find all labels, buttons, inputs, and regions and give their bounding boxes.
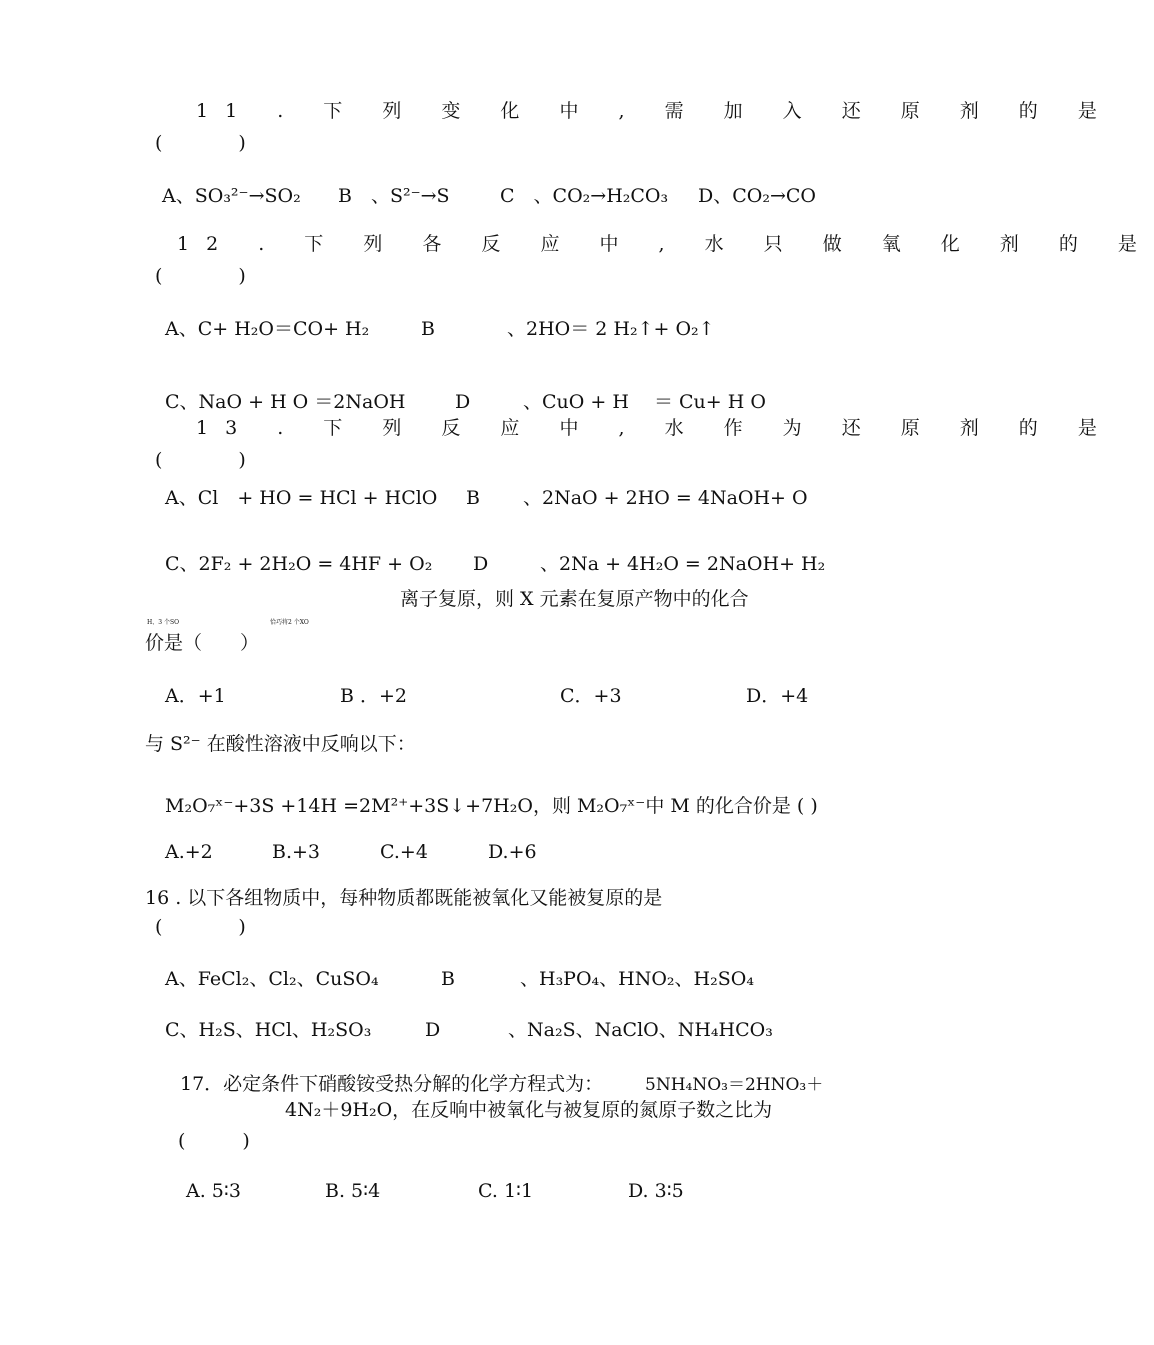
q14-small-print-mid: 恰巧将2 个XO xyxy=(270,619,309,626)
q16-option-b: 、H₃PO₄、HNO₂、H₂SO₄ xyxy=(520,968,754,990)
q17-stem: 17．必定条件下硝酸铵受热分解的化学方程式为： xyxy=(180,1073,604,1095)
q14-option-a: A．+1 xyxy=(165,685,226,707)
q12-option-c: C、NaO + H O ＝2NaOH xyxy=(165,391,406,413)
q12-option-b: 、2HO＝ 2 H₂↑+ O₂↑ xyxy=(507,318,715,340)
q13-option-d-label: D xyxy=(473,553,489,575)
q17-answer-paren: ( ) xyxy=(178,1130,250,1152)
q17-option-b: B. 5∶4 xyxy=(325,1180,381,1202)
q16-answer-paren: ( ) xyxy=(155,916,246,938)
q12-option-b-label: B xyxy=(421,318,435,340)
q13-option-d: 、2Na + 4H₂O = 2NaOH+ H₂ xyxy=(540,553,826,575)
q15-equation: M₂O₇ˣ⁻+3S +14H =2M²⁺+3S↓+7H₂O，则 M₂O₇ˣ⁻中 M 的化合价是 ( ) xyxy=(165,795,818,817)
q17-option-c: C. 1∶1 xyxy=(478,1180,534,1202)
q17-stem-2: 4N₂＋9H₂O，在反响中被氧化与被复原的氮原子数之比为 xyxy=(285,1099,773,1121)
q14-stem-2: 价是（ ） xyxy=(145,632,260,654)
q12-stem: 12 . 下 列 各 反 应 中 , 水 只 做 氧 化 剂 的 是 xyxy=(177,233,1154,255)
q13-option-c: C、2F₂ + 2H₂O = 4HF + O₂ xyxy=(165,553,433,575)
q17-option-a: A. 5∶3 xyxy=(186,1180,241,1202)
q13-option-b-label: B xyxy=(466,487,480,509)
q12-answer-paren: ( ) xyxy=(155,265,246,287)
q11-option-a: A、SO₃²⁻→SO₂ xyxy=(162,185,301,207)
q12-option-a: A、C+ H₂O＝CO+ H₂ xyxy=(165,318,370,340)
q16-option-a: A、FeCl₂、Cl₂、CuSO₄ xyxy=(165,968,379,990)
q11-answer-paren: ( ) xyxy=(155,132,246,154)
q15-intro: 与 S²⁻ 在酸性溶液中反响以下： xyxy=(145,733,416,755)
q14-stem-tail: 离子复原，则 X 元素在复原产物中的化合 xyxy=(400,588,749,610)
q14-option-c: C．+3 xyxy=(560,685,622,707)
q17-option-d: D. 3∶5 xyxy=(628,1180,684,1202)
q16-stem: 16 . 以下各组物质中，每种物质都既能被氧化又能被复原的是 xyxy=(145,887,663,909)
q17-equation: 5NH₄NO₃＝2HNO₃＋ xyxy=(645,1075,824,1095)
q16-option-d-label: D xyxy=(425,1019,441,1041)
q11-stem: 11 . 下 列 变 化 中 , 需 加 入 还 原 剂 的 是 xyxy=(196,100,1114,122)
q11-option-d: D、CO₂→CO xyxy=(698,185,816,207)
q16-option-d: 、Na₂S、NaClO、NH₄HCO₃ xyxy=(508,1019,773,1041)
q12-option-d: 、CuO + H ＝ Cu+ H O xyxy=(523,391,766,413)
q13-answer-paren: ( ) xyxy=(155,449,246,471)
q13-stem: 13 . 下 列 反 应 中 , 水 作 为 还 原 剂 的 是 xyxy=(196,417,1114,439)
q13-option-a: A、Cl + HO = HCl + HClO xyxy=(165,487,438,509)
q16-option-b-label: B xyxy=(441,968,455,990)
q15-option-a: A.+2 xyxy=(165,841,213,863)
q14-option-b: B ．+2 xyxy=(340,685,408,707)
q11-option-b: B 、S²⁻→S xyxy=(338,185,450,207)
q15-option-d: D.+6 xyxy=(488,841,537,863)
q14-small-print-left: H、3 个SO xyxy=(147,619,179,626)
q15-option-c: C.+4 xyxy=(380,841,428,863)
q11-option-c: C 、CO₂→H₂CO₃ xyxy=(500,185,669,207)
q13-option-b: 、2NaO + 2HO = 4NaOH+ O xyxy=(523,487,808,509)
q12-option-d-label: D xyxy=(455,391,471,413)
q14-option-d: D．+4 xyxy=(746,685,809,707)
q16-option-c: C、H₂S、HCl、H₂SO₃ xyxy=(165,1019,372,1041)
q15-option-b: B.+3 xyxy=(272,841,321,863)
